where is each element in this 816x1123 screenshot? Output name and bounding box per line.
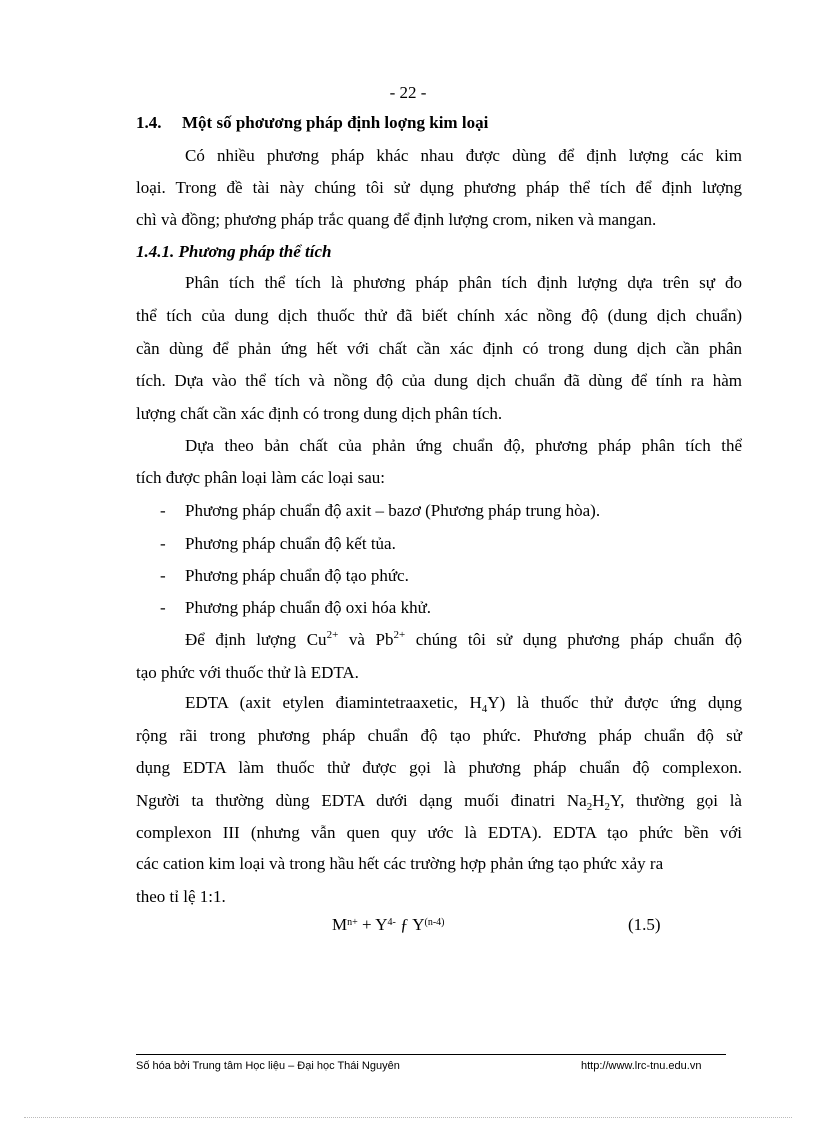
equilibrium-symbol: ƒ (395, 915, 413, 934)
paragraph-line: tạo phức với thuốc thử là EDTA. (136, 663, 359, 682)
paragraph-line (185, 692, 742, 714)
footer-left: Số hóa bởi Trung tâm Học liệu – Đại học Thái Nguyên (136, 1060, 400, 1072)
paragraph-line: Dựa theo bản chất của phản ứng chuẩn độ, phương pháp phân tích thể (185, 436, 742, 455)
paragraph-line (185, 629, 742, 651)
charge-superscript: 2+ (393, 629, 406, 641)
section-title: Một số phơương pháp định loợng kim loại (182, 113, 489, 132)
subsection-heading: 1.4.1. Phương pháp thể tích (136, 242, 332, 261)
section-number: 1.4. (136, 113, 162, 132)
eq-term: M (332, 915, 348, 934)
eq-superscript: (n-4) (424, 917, 445, 928)
equation (332, 915, 445, 935)
paragraph-line: theo tỉ lệ 1:1. (136, 887, 226, 906)
text-run: H (592, 791, 605, 810)
text-run: EDTA (axit etylen điamintetraaxetic, H (185, 693, 482, 712)
paragraph-line: tích. Dựa vào thể tích và nồng độ của dung dịch chuẩn đã dùng để tính ra hàm (136, 371, 742, 390)
paragraph-line: thể tích của dung dịch thuốc thử đã biết chính xác nồng độ (dung dịch chuẩn) (136, 306, 742, 325)
list-item-text: Phương pháp chuẩn độ axit – bazơ (Phương pháp trung hòa). (185, 501, 601, 520)
paragraph-line: Phân tích thể tích là phương pháp phân tích định lượng dựa trên sự đo (185, 273, 742, 292)
eq-term: + Y (357, 915, 388, 934)
footer-url[interactable]: http://www.lrc-tnu.edu.vn (581, 1060, 702, 1072)
list-item-text: Phương pháp chuẩn độ kết tủa. (185, 534, 396, 553)
intro-line: Có nhiều phương pháp khác nhau được dùng để định lượng các kim (185, 146, 742, 165)
text-run: và Pb (338, 630, 394, 649)
list-item (160, 500, 600, 522)
section-heading (136, 113, 488, 133)
charge-superscript: 2+ (326, 629, 339, 641)
eq-superscript: 4- (387, 917, 396, 928)
eq-superscript: n+ (347, 917, 358, 928)
subscript: 2 (604, 801, 610, 813)
text-run: Người ta thường dùng EDTA dưới dạng muối đinatri Na (136, 791, 587, 810)
list-item (160, 533, 396, 555)
text-run: Để định lượng Cu (185, 630, 327, 649)
intro-line: chì và đồng; phương pháp trắc quang để định lượng crom, niken và mangan. (136, 210, 657, 229)
bullet-marker: - (160, 501, 166, 520)
text-run: Y, thường gọi là (610, 791, 742, 810)
subscript: 4 (481, 703, 488, 715)
page-bottom-divider (24, 1117, 792, 1118)
paragraph-line: dụng EDTA làm thuốc thử được gọi là phương pháp chuẩn độ complexon. (136, 758, 742, 777)
equation-label: (1.5) (628, 915, 661, 934)
paragraph-line: lượng chất cần xác định có trong dung dịch phân tích. (136, 404, 503, 423)
paragraph-line: rộng rãi trong phương pháp chuẩn độ tạo phức. Phương pháp chuẩn độ sử (136, 726, 742, 745)
text-run: Y) là thuốc thử được ứng dụng (487, 693, 742, 712)
page-number: - 22 - (389, 83, 427, 102)
footer-divider (136, 1054, 726, 1055)
paragraph-line: complexon III (nhưng vẫn quen quy ước là EDTA). EDTA tạo phức bền với (136, 823, 742, 842)
bullet-marker: - (160, 566, 166, 585)
bullet-marker: - (160, 598, 166, 617)
paragraph-line: cần dùng để phản ứng hết với chất cần xác định có trong dung dịch cần phân (136, 339, 742, 358)
list-item-text: Phương pháp chuẩn độ tạo phức. (185, 566, 409, 585)
subscript: 2 (586, 801, 593, 813)
paragraph-line: các cation kim loại và trong hầu hết các trường hợp phản ứng tạo phức xảy ra (136, 854, 664, 873)
list-item (160, 597, 431, 619)
eq-term: Y (412, 915, 425, 934)
intro-line: loại. Trong đề tài này chúng tôi sử dụng phương pháp thể tích để định lượng (136, 178, 742, 197)
list-item-text: Phương pháp chuẩn độ oxi hóa khử. (185, 598, 432, 617)
paragraph-line: tích được phân loại làm các loại sau: (136, 468, 386, 487)
text-run: chúng tôi sử dụng phương pháp chuẩn độ (405, 630, 742, 649)
list-item (160, 565, 409, 587)
bullet-marker: - (160, 534, 166, 553)
paragraph-line (136, 790, 742, 812)
